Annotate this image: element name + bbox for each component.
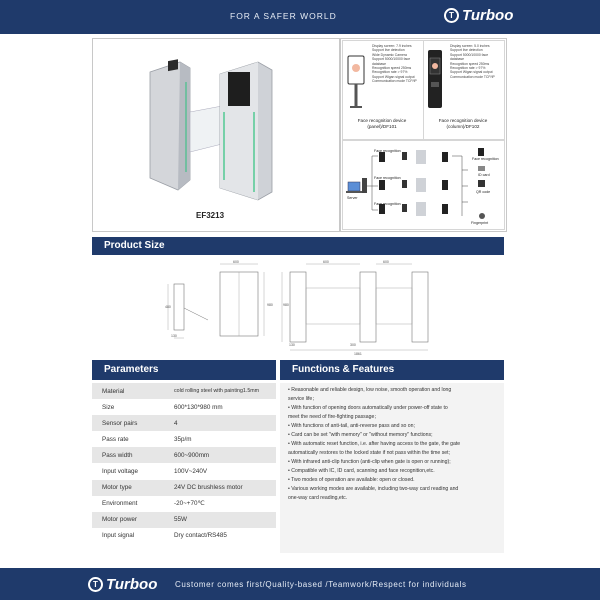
param-value: 100V~240V <box>174 468 208 476</box>
footer-brand-logo[interactable] <box>88 576 157 593</box>
spec-line: Communication mode TCP/IP <box>450 74 495 79</box>
dim-label: 600 <box>383 260 389 264</box>
feature-line: automatically restores to the locked state if not pass within the time set; <box>288 450 451 456</box>
parameters-table <box>92 383 276 544</box>
features-list-panel <box>280 383 504 553</box>
param-label: Sensor pairs <box>92 415 168 431</box>
param-label: Material <box>92 383 168 399</box>
caption-line: (column)/DF102 <box>446 123 480 129</box>
server-label: Server <box>347 196 358 200</box>
feature-line: • With function of opening doors automatically under power-off state to <box>288 405 448 411</box>
table-row <box>92 512 276 528</box>
feature-line: • Compatible with IC, ID card, scanning and face recognition,etc. <box>288 468 435 474</box>
footer-slogan: Customer comes first/Quality-based /Teamwork/Respect for individuals <box>175 580 467 589</box>
feature-line: • Various working modes are available, including two-way card reading and <box>288 486 459 492</box>
face-panel-device-icon <box>344 54 368 110</box>
dim-label: 300 <box>350 343 356 347</box>
param-value: 600*130*980 mm <box>174 403 223 411</box>
param-value: 35p/m <box>174 435 192 443</box>
table-row <box>92 431 276 447</box>
spec-line: Recognition speed 250ms Recognition rate > 97% <box>450 61 490 71</box>
param-label: Pass rate <box>102 435 129 443</box>
param-value: -20~+70℃ <box>174 500 205 508</box>
model-label: EF3213 <box>196 211 225 220</box>
param-value: 4 <box>168 415 276 431</box>
feature-line: • Reasonable and reliable design, low noise, smooth operation and long <box>288 387 452 393</box>
feature-line: meet the need of fire-fighting passage； <box>288 414 380 420</box>
feature-line: service life； <box>288 396 318 402</box>
caption-line: (panel)/DF101 <box>367 123 397 129</box>
param-label: Input signal <box>102 532 135 540</box>
param-label: Environment <box>102 500 138 508</box>
param-value: 24V DC brushless motor <box>168 480 276 496</box>
turnstile-logo-icon: T <box>88 577 103 592</box>
table-row <box>92 480 276 496</box>
brand-name: Turboo <box>462 7 514 24</box>
spec-line: Recognition speed 250ms Recognition rate > 97% <box>372 66 412 75</box>
spec-line: Communication mode TCP/IP <box>372 79 417 84</box>
id-card-label: ID card <box>478 173 490 177</box>
dim-label: 130 <box>171 334 177 338</box>
table-row <box>92 415 276 431</box>
qr-code-label: QR code <box>476 190 491 194</box>
dim-label: 480 <box>165 305 171 309</box>
feature-line: • Card can be set "with memory" or "without memory" functions; <box>288 432 433 438</box>
feature-line: • With functions of anti-tail, anti-reverse pass and so on; <box>288 423 415 429</box>
face-recognition-label: Face recognition <box>374 176 401 180</box>
face-recognition-label: Face recognition <box>374 202 401 206</box>
spec-line: Display screen: 7.9 inches <box>372 44 412 48</box>
param-label: Size <box>102 403 115 411</box>
spec-line: Support 5000/10000 face database <box>450 52 489 62</box>
dim-label: 600 <box>323 260 329 264</box>
panel-caption <box>343 118 421 129</box>
table-row <box>92 496 276 512</box>
brand-logo[interactable] <box>444 7 513 24</box>
column-spec-list <box>450 44 502 79</box>
spec-line: Support Wigan signal output <box>372 74 415 79</box>
functions-title: Functions & Features <box>292 364 395 375</box>
fingerprint-label: Fingerprint <box>471 221 489 225</box>
parameters-title: Parameters <box>104 364 159 375</box>
tagline: FOR A SAFER WORLD <box>230 11 337 21</box>
turnstile-illustration <box>140 52 290 202</box>
dim-label: 130 <box>289 343 295 347</box>
param-value: Dry contact/RS485 <box>174 532 227 540</box>
param-value: cold rolling steel with painting1.5mm <box>168 383 276 399</box>
dim-label: 600 <box>233 260 239 264</box>
table-row <box>92 528 276 544</box>
spec-line: Support 5000/10000 face database <box>372 57 411 66</box>
param-label: Motor power <box>92 512 168 528</box>
table-row <box>92 463 276 479</box>
spec-line: Support live detection <box>372 48 405 53</box>
dim-label: 1861 <box>354 352 362 356</box>
product-size-title: Product Size <box>104 240 165 251</box>
spec-line: Support Wigan signal output <box>450 70 493 75</box>
dim-label: 980 <box>283 303 289 307</box>
features-list <box>280 383 504 503</box>
param-label: Pass width <box>92 447 168 463</box>
face-recognition-label: Face recognition <box>374 149 401 153</box>
feature-line: • With automatic reset function, i.e. after having access to the gate, the gate <box>288 441 461 447</box>
dim-label: 980 <box>267 303 273 307</box>
feature-line: • Two modes of operation are available: open or closed. <box>288 477 415 483</box>
spec-line: Display screen: 5.0 inches <box>450 44 490 48</box>
caption-line: Face recognition device <box>357 118 407 123</box>
column-caption <box>424 118 502 129</box>
face-column-device-icon <box>424 48 446 112</box>
face-recognition-label: Face recognition <box>472 157 499 161</box>
dimension-drawings <box>160 258 445 358</box>
table-row <box>92 447 276 463</box>
param-value: 55W <box>168 512 276 528</box>
param-label: Motor type <box>92 480 168 496</box>
footer-brand-name: Turboo <box>106 576 158 593</box>
spec-line: Support live detection <box>450 48 483 53</box>
network-diagram <box>342 140 503 228</box>
feature-line: one-way card reading,etc. <box>288 495 348 501</box>
feature-line: • With infrared anti-clip function (anti-clip when gate is open or running); <box>288 459 451 465</box>
table-row <box>92 399 276 415</box>
param-value: 600~900mm <box>168 447 276 463</box>
spec-line: Wide Dynamic Camera <box>372 52 407 57</box>
param-label: Input voltage <box>102 468 139 476</box>
table-row <box>92 383 276 399</box>
caption-line: Face recognition device <box>438 118 488 123</box>
panel-spec-list <box>372 44 420 84</box>
turnstile-logo-icon: T <box>444 8 459 23</box>
